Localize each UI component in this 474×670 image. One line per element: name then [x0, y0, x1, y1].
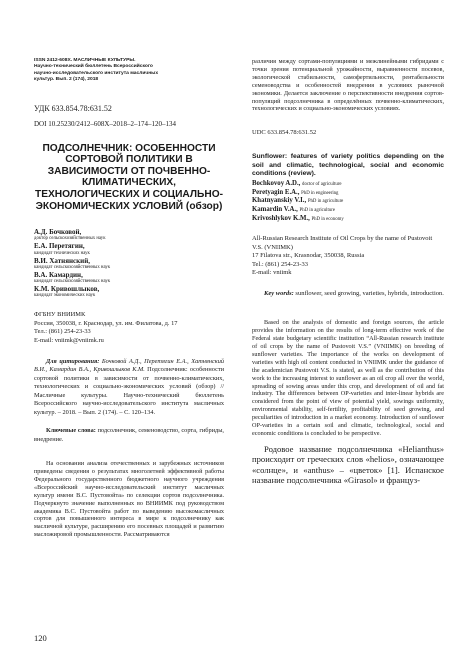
left-column — [34, 58, 224, 539]
abstract-en: Based on the analysis of domestic and foreign sources, the article provides the information on the results of long-term effective work of the Federal state budgetary scientific institution “All-Russian research institute of oil crops by the name of Pustovoit V.S.” (VNIIMK) on breeding of sunflower varieties. The importance of the works on development of varieties with high oil content conducted in VNIIMK under the guidance of the academician Pustovoit V.S. is stated, as well as the contribution of this work to the increasing interest to sunflower as an oil crop all over the world, spreading of sowing areas under this crop, and development of oil and fat industry. The differences between OP-varieties and inter-linear hybrids are considered from the point of view of potential yield, sowings uniformity, environmental stability, self-fertility, profitability of seed growing, and peculiarities of introduction in a market economy. Introduction of sunflower OP-varieties in a certain soil and climatic, technological, social and economic conditions is concluded to be perspective. — [252, 318, 444, 438]
page-number: 120 — [34, 633, 47, 643]
author-en — [252, 180, 444, 189]
body-text-ru: Родовое название подсолнечника «Helianthus» происходит от греческих слов «helios», означающее «солнце», и «anthus» – «цветок» [1]. Испанское название подсолнечника «Girasol» и француз- — [252, 444, 444, 485]
author-degree: PhD in agriculture — [299, 208, 335, 214]
author-degree: кандидат сельскохозяйственных наук — [34, 279, 111, 284]
keywords-text: sunflower, seed growing, varieties, hybrids, introduction. — [295, 289, 444, 297]
author-degree: PhD in economy — [311, 216, 344, 222]
author-en — [252, 189, 444, 198]
author-ru — [34, 228, 224, 242]
affiliation-address: 17 Filatova str., Krasnodar, 350038, Russia — [252, 252, 365, 260]
author-name: Bochkovoy A.D., — [252, 179, 301, 187]
author-en — [252, 206, 444, 215]
author-en — [252, 215, 444, 224]
journal-header-line: ISSN 2412-608X. МАСЛИЧНЫЕ КУЛЬТУРЫ. — [34, 58, 136, 63]
author-ru — [34, 285, 224, 299]
author-degree: PhD in agriculture — [307, 199, 344, 205]
keywords-label: Ключевые слова: — [46, 427, 96, 435]
affiliation-ru — [34, 311, 224, 345]
author-name: В.И. Хатнянский, — [34, 256, 90, 265]
author-degree: PhD in engineering — [301, 190, 339, 196]
journal-header-line: культур. Вып. 2 (174), 2018 — [34, 77, 99, 83]
author-name: Peretyagin E.A., — [252, 188, 300, 196]
author-name: Kamardin V.A., — [252, 206, 298, 214]
keywords-en — [252, 290, 444, 298]
author-en — [252, 197, 444, 206]
citation-text: Подсолнечник: особенности сортовой политики в зависимости от почвенно-климатических, технологических и социально-экономических условий (обзор) // Масличные культуры. Научно-технический бюллетень Всероссийского научно-исследовательского института масличных культур. – 2018. – Вып. 2 (174). – С. 120–134. — [34, 366, 224, 416]
affiliation-email[interactable]: E-mail: vniimk — [252, 269, 292, 277]
journal-header-line: научно-исследовательского института масличных — [34, 70, 159, 76]
keywords-ru — [34, 427, 224, 444]
citation-ru — [34, 358, 224, 418]
author-ru — [34, 242, 224, 256]
author-degree: doctor of agriculture — [302, 181, 342, 187]
abstract-ru-continued: различия между сортами-популяциями и межлинейными гибридами с точки зрения потенциальной урожайности, выравненности посевов, экологической стабильности, самофертильности, рентабельности семеноводства и особенностей внедрения в условиях рыночной экономики. Делается заключение о перспективности внедрения сортов-популяций подсолнечника в определённых почвенно-климатических, технологических и социально-экономических условиях. — [252, 58, 444, 113]
journal-header-line: Научно-технический бюллетень Всероссийского — [34, 64, 153, 70]
udc-code: УДК 633.854.78:631.52 — [34, 103, 112, 113]
abstract-ru: На основании анализа отечественных и зарубежных источников приведены сведения о результатах многолетней эффективной работы Федерального государственного бюджетного научного учреждения «Всероссийский научно-исследовательский институт масличных культур имени В.С. Пустовойта» по селекции сортов подсолнечника. Подчеркнуто значение выполненных во ВНИИМК под руководством академика В.С. Пустовойта работ по выведению высокомасличных сортов для повышенного интереса в мире к подсолнечнику как масличной культуре, расширению его посевных площадей и развитию масложировой промышленности. Рассматриваются — [34, 460, 224, 539]
author-name: К.М. Кривошлыков, — [34, 285, 100, 293]
author-ru — [34, 271, 224, 285]
affiliation-phone: Tel.: (861) 254-23-33 — [252, 260, 309, 268]
authors-en — [252, 180, 444, 224]
affiliation-org: ФГБНУ ВНИИМК — [34, 311, 86, 319]
article-title-ru: ПОДСОЛНЕЧНИК: ОСОБЕННОСТИ СОРТОВОЙ ПОЛИТИКИ В ЗАВИСИМОСТИ ОТ ПОЧВЕННО-КЛИМАТИЧЕСКИХ, ТЕХНОЛОГИЧЕСКИХ И СОЦИАЛЬНО-ЭКОНОМИЧЕСКИХ УСЛОВИЙ (обзор) — [34, 142, 224, 212]
udc-code-en: UDC 633.854.78:631.52 — [252, 129, 317, 137]
affiliation-en — [252, 235, 444, 277]
author-name: Khatnyanskiy V.I., — [252, 197, 307, 205]
author-degree: доктор сельскохозяйственных наук — [34, 236, 106, 242]
journal-header — [34, 58, 224, 84]
author-name: Krivoshlykov K.M., — [252, 214, 310, 222]
author-name: Е.А. Перетягин, — [34, 242, 85, 251]
affiliation-address: Россия, 350038, г. Краснодар, ул. им. Филатова, д. 17 — [34, 319, 178, 327]
keywords-label: Key words: — [264, 289, 294, 297]
author-degree: кандидат экономических наук — [34, 293, 96, 299]
right-column — [252, 58, 444, 485]
doi: DOI 10.25230/2412–608Х–2018–2–174–120–134 — [34, 119, 176, 128]
author-name: В.А. Камардин, — [34, 270, 83, 279]
affiliation-phone: Тел.: (861) 254-23-33 — [34, 328, 91, 336]
citation-authors: Бочковой А.Д., Перетягин Е.А., Хатнянский В.И., Камардин В.А., Кривошлыков К.М. — [34, 357, 225, 374]
affiliation-email[interactable]: E-mail: vniimk@vniimk.ru — [34, 336, 104, 344]
affiliation-org: All-Russian Research Institute of Oil Crops by the name of Pustovoit V.S. (VNIIMK) — [252, 235, 433, 251]
citation-label: Для цитирования: — [46, 357, 100, 365]
author-degree: кандидат сельскохозяйственных наук — [34, 264, 111, 270]
keywords-text: подсолнечник, семеноводство, сорта, гибриды, внедрение. — [34, 427, 224, 443]
article-title-en: Sunflower: features of variety politics depending on the soil and climatic, technological, social and economic conditions (review). — [252, 153, 444, 177]
author-name: А.Д. Бочковой, — [34, 228, 82, 237]
author-ru — [34, 257, 224, 271]
author-degree: кандидат технических наук — [34, 250, 90, 256]
authors-ru — [34, 228, 224, 299]
